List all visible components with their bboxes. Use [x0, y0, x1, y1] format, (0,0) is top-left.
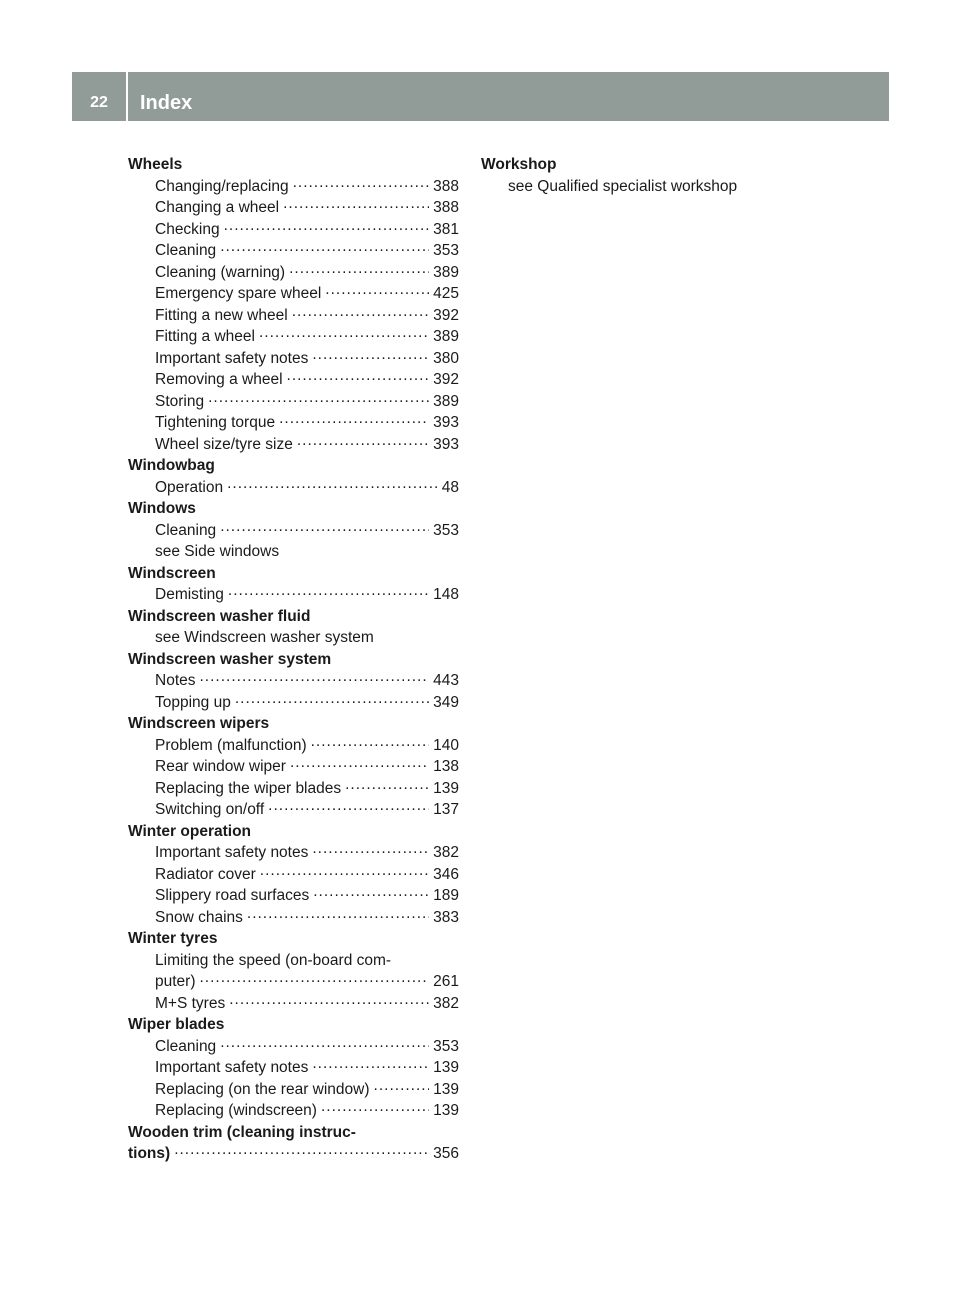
page-reference: 189 [433, 887, 459, 904]
page-reference: 139 [433, 1080, 459, 1098]
dot-leader [311, 731, 430, 753]
page-reference: 392 [433, 371, 459, 388]
index-entry-workshop [481, 154, 812, 197]
subentry-label: Notes [155, 672, 196, 689]
dot-leader [174, 1139, 429, 1161]
subentry-label: Switching on/off [155, 801, 265, 818]
dot-leader [287, 365, 430, 387]
index-heading: Winter operation [128, 822, 252, 840]
subentry-label: Cleaning [155, 1037, 217, 1055]
index-heading-continuation[interactable] [128, 1143, 459, 1165]
index-heading: Windscreen washer fluid [128, 607, 311, 625]
page-reference: 382 [433, 844, 459, 861]
subentry-label: Slippery road surfaces [155, 887, 310, 904]
index-entry-wiper-blades [128, 1014, 459, 1122]
page-reference: 139 [433, 779, 459, 797]
page-reference: 139 [433, 1059, 459, 1076]
dot-leader [279, 408, 429, 430]
page-reference: 139 [433, 1102, 459, 1119]
index-subentry[interactable] [128, 692, 459, 714]
index-heading: Wiper blades [128, 1016, 225, 1033]
page-reference: 356 [433, 1145, 459, 1162]
dot-leader [374, 1075, 430, 1097]
subentry-label: Important safety notes [155, 349, 309, 367]
dot-leader [227, 473, 438, 495]
subentry-label: Changing a wheel [155, 199, 280, 216]
dot-leader [229, 989, 429, 1011]
page-reference: 388 [433, 199, 459, 216]
dot-leader [220, 516, 429, 538]
dot-leader [260, 860, 429, 882]
subentry-label: Fitting a new wheel [155, 306, 288, 324]
index-entry-wooden-trim [128, 1122, 459, 1165]
subentry-label: Rear window wiper [155, 758, 286, 775]
subentry-label: Replacing the wiper blades [155, 779, 342, 797]
page-reference: 392 [433, 306, 459, 324]
page-reference: 389 [433, 392, 459, 410]
index-subentry[interactable] [128, 584, 459, 606]
subentry-label: Problem (malfunction) [155, 736, 307, 754]
page-reference: 389 [433, 263, 459, 281]
index-entry-wipers [128, 713, 459, 821]
index-heading: Windscreen [128, 564, 216, 582]
page-reference: 425 [433, 285, 459, 302]
index-entry-wheels [128, 154, 459, 455]
dot-leader [200, 967, 430, 989]
index-entry-washer-system [128, 649, 459, 714]
page-reference: 48 [441, 478, 459, 496]
see-reference[interactable]: see Side windows [155, 543, 280, 560]
page-reference: 137 [433, 801, 459, 818]
index-heading: Windscreen wipers [128, 715, 270, 732]
index-heading: Wheels [128, 156, 183, 173]
dot-leader [325, 279, 429, 301]
page-reference: 349 [433, 693, 459, 711]
subentry-label: Important safety notes [155, 844, 309, 861]
dot-leader [235, 688, 429, 710]
dot-leader [293, 172, 430, 194]
dot-leader [297, 430, 429, 452]
subentry-label: Replacing (on the rear window) [155, 1080, 370, 1098]
index-column-left [128, 154, 459, 1165]
page-reference: 443 [433, 672, 459, 689]
heading-continuation-label: tions) [128, 1145, 171, 1162]
page-reference: 261 [433, 973, 459, 990]
dot-leader [247, 903, 429, 925]
page-reference: 353 [433, 521, 459, 539]
index-subentry[interactable] [128, 434, 459, 456]
page-reference: 353 [433, 1037, 459, 1055]
subentry-label: Removing a wheel [155, 371, 283, 388]
index-subentry[interactable] [128, 477, 459, 499]
see-reference[interactable]: see Qualified specialist workshop [508, 177, 738, 195]
dot-leader [208, 387, 429, 409]
header-bar [72, 72, 889, 121]
dot-leader [200, 666, 430, 688]
dot-leader [290, 752, 429, 774]
dot-leader [321, 1096, 429, 1118]
index-subentry[interactable] [128, 907, 459, 929]
index-heading: Windows [128, 500, 196, 517]
page-reference: 381 [433, 220, 459, 238]
see-reference[interactable]: see Windscreen washer system [155, 629, 374, 646]
dot-leader [224, 215, 430, 237]
dot-leader [268, 795, 429, 817]
subentry-label: Snow chains [155, 908, 243, 926]
page-reference: 346 [433, 865, 459, 883]
dot-leader [292, 301, 429, 323]
subentry-label: Checking [155, 220, 220, 238]
dot-leader [259, 322, 429, 344]
subentry-label: Operation [155, 478, 224, 496]
index-heading: Windscreen washer system [128, 650, 332, 668]
subentry-label: Cleaning (warning) [155, 263, 286, 281]
index-column-right [481, 154, 812, 197]
page-reference: 353 [433, 242, 459, 259]
subentry-label: Cleaning [155, 242, 217, 259]
subentry-label: Changing/replacing [155, 177, 289, 195]
dot-leader [228, 580, 429, 602]
subentry-label: Replacing (windscreen) [155, 1102, 317, 1119]
index-subentry[interactable] [128, 1100, 459, 1122]
dot-leader [312, 1053, 429, 1075]
subentry-wrapped-line: Limiting the speed (on-board com- [155, 951, 392, 969]
index-heading: Winter tyres [128, 930, 218, 947]
subentry-label: M+S tyres [155, 994, 226, 1012]
dot-leader [345, 774, 429, 796]
page-reference: 393 [433, 435, 459, 453]
index-heading: Windowbag [128, 457, 215, 474]
subentry-label: Tightening torque [155, 414, 276, 431]
index-subentry[interactable] [128, 799, 459, 821]
subentry-label: Demisting [155, 586, 224, 603]
dot-leader [313, 881, 429, 903]
subentry-label: Important safety notes [155, 1059, 309, 1076]
index-heading: Wooden trim (cleaning instruc- [128, 1123, 356, 1141]
page-reference: 389 [433, 328, 459, 345]
page-reference: 383 [433, 908, 459, 926]
subentry-label: Emergency spare wheel [155, 285, 322, 302]
dot-leader [283, 193, 429, 215]
page-reference: 140 [433, 736, 459, 754]
index-entry-winter-operation [128, 821, 459, 929]
subentry-label: Radiator cover [155, 865, 256, 883]
page-reference: 138 [433, 758, 459, 775]
dot-leader [289, 258, 429, 280]
page-reference: 148 [433, 586, 459, 603]
subentry-label: Wheel size/tyre size [155, 435, 293, 453]
index-entry-windscreen [128, 563, 459, 606]
index-subentry[interactable] [128, 993, 459, 1015]
index-entry-washer-fluid [128, 606, 459, 649]
page-reference: 382 [433, 994, 459, 1012]
subentry-label: puter) [155, 973, 196, 990]
dot-leader [220, 236, 429, 258]
dot-leader [220, 1032, 429, 1054]
dot-leader [312, 344, 429, 366]
page-reference: 388 [433, 177, 459, 195]
page-reference: 380 [433, 349, 459, 367]
page-number: 22 [90, 94, 108, 111]
index-entry-winter-tyres [128, 928, 459, 1014]
page-reference: 393 [433, 414, 459, 431]
section-title: Index [140, 92, 193, 114]
subentry-label: Fitting a wheel [155, 328, 255, 345]
subentry-label: Storing [155, 392, 205, 410]
index-heading: Workshop [481, 156, 557, 173]
subentry-label: Topping up [155, 693, 231, 711]
header-divider [126, 72, 128, 121]
index-subentry[interactable] [128, 520, 459, 542]
index-entry-windowbag [128, 455, 459, 498]
dot-leader [312, 838, 429, 860]
index-entry-windows [128, 498, 459, 563]
subentry-label: Cleaning [155, 521, 217, 539]
